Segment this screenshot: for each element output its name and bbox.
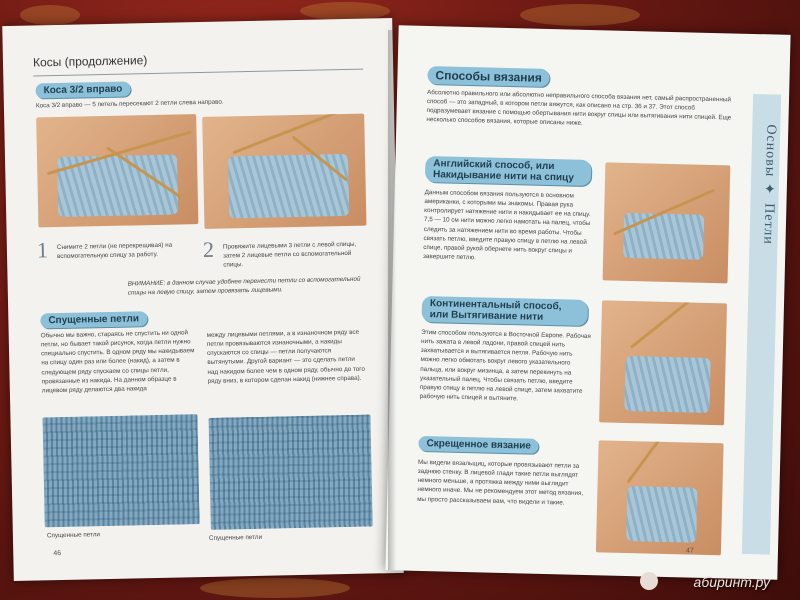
caption-1: Спущенные петли — [46, 531, 101, 540]
photo-dropped-2 — [208, 415, 372, 530]
photo-step-2 — [202, 114, 366, 229]
attention-note: ВНИМАНИЕ: в данном случае удобнее перенести петли со вспомогательной спицы на левую спицу, затем провязать лицевыми. — [127, 275, 361, 297]
photo-english — [603, 162, 731, 283]
step-2-text: Провяжите лицевыми 3 петли с левой спицы, затем 2 лицевые петли со вспомогательной спицы. — [222, 240, 357, 269]
page-header: Косы (продолжение) — [32, 53, 148, 70]
left-page — [2, 18, 404, 581]
methods-intro: Абсолютно правильного или абсолютно неправильного способа вязания нет, самый распространенный способ — это западный, в котором петли вяжутся, как описано на стр. 36 и 37. Этот способ подразумевает вязание с помощью обертывания нити вокруг спицы или вытягивания нити спицей. Еще несколько способов вязания, которые описаны ниже. — [426, 89, 732, 128]
section-tag-english: Английский способ, или Накидывание нити на спицу — [425, 156, 592, 186]
page-number: 47 — [685, 547, 694, 555]
section-intro: Коса 3/2 вправо — 5 петель пересекают 2 петли слева направо. — [35, 98, 224, 110]
right-page — [385, 25, 790, 579]
section-tag-continental: Континентальный способ, или Вытягивание нити — [421, 296, 588, 326]
photo-step-1 — [36, 114, 198, 227]
watermark: абиринт.ру — [693, 574, 770, 590]
photo-dropped-1 — [42, 414, 199, 527]
watermark-icon — [640, 572, 658, 590]
continental-text: Этим способом пользуются в Восточной Европе. Рабочая нить зажата в левой ладони, правой спицей нить захватывается и вытягивается петля. Рабочую нить можно легко обмотать вокруг левого указательного пальца, или вокруг мизинца, а затем перекинуть на указательный палец. Чтобы связать петлю, введите правую спицу в петлю на левой спице, затем захватите рабочую нить спицей и вытяните. — [419, 328, 591, 403]
book-gutter — [388, 30, 402, 570]
dropped-col-2: между лицевыми петлями, а в изнаночном ряду все петли провязываются изнаночными, а накиды спускаются со спицы — петли получаются вытянутыми. Другой вариант — это сделать петли над накидом более чем в одном ряду, обычно до того ряду вниз, в котором сделан накид (нижнее справа). — [206, 328, 365, 385]
english-text: Данным способом вязания пользуются в основном американки, с которыми мы знакомы. Правая рука контролирует натяжение нити и накидывает ее на спицу. 7,5 — 10 см нити можно легко намотать на палец, чтобы следить за натяжением нити во время работы. Чтобы связать петлю, введите правую спицу в петлю на левой спице, правой рукой обернете нить вокруг спицы и завершите петлю. — [422, 188, 591, 262]
section-tag-dropped: Спущенные петли — [40, 311, 147, 328]
section-tag-methods: Способы вязания — [427, 66, 550, 87]
photo-crossed — [596, 440, 724, 555]
dropped-col-1: Обычно мы важно, стараясь не спустить ни одной петли, но бывает такой рисунок, когда петли нужно специально спустить. В одном ряду мы накидываем на спицу один раз или более (накид), а затем в следующем ряду спускаем со спицы петли, провязанные из накида. На данном образце в лицевом ряду делаются два накида — [40, 329, 195, 395]
section-tag-crossed: Скрещенное вязание — [418, 436, 539, 454]
step-number-1: 1 — [36, 237, 49, 263]
step-number-2: 2 — [202, 236, 215, 262]
caption-2: Спущенные петли — [208, 533, 263, 542]
header-rule — [33, 69, 363, 77]
photo-continental — [599, 300, 727, 425]
page-number: 46 — [53, 550, 62, 558]
crossed-text: Мы видели вязальщиц, которые провязывают петли за заднюю стенку. В лицевой глади такие петли выглядят немного меньше, а протяжка между ними выглядит немного иначе. Мы не рекомендуем этот метод вязания, мы просто рассказываем вам, что видели и такие. — [417, 458, 584, 506]
section-tag-cable: Коса 3/2 вправо — [35, 81, 130, 98]
step-1-text: Снимите 2 петли (не перекрещивая) на вспомогательную спицу за работу. — [56, 241, 173, 261]
sidebar-title: Основы ✦ Петли — [760, 124, 779, 245]
